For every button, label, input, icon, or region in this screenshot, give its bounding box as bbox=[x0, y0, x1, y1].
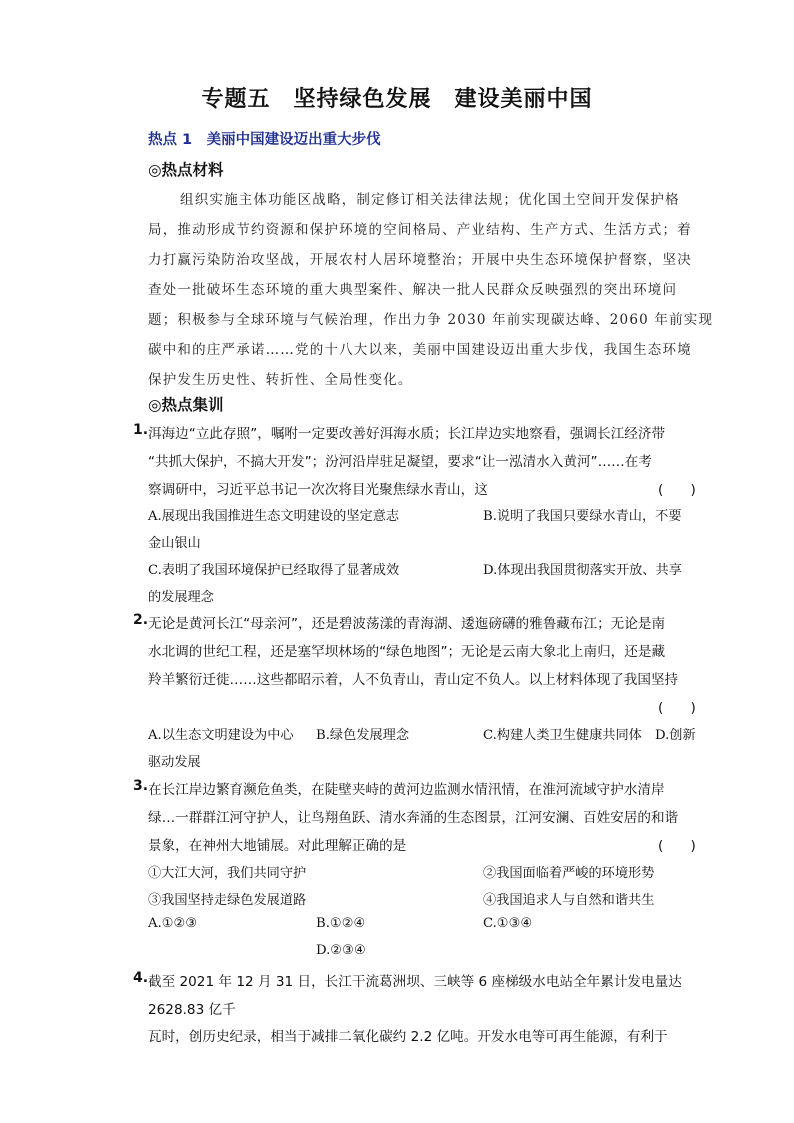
option-b: B.绿色发展理念 bbox=[316, 728, 410, 743]
question-line: 绿…一群群江河守护人，让鸟翔鱼跃、清水奔涌的生态图景，江河安澜、百姓安居的和谐 bbox=[148, 810, 679, 826]
material-line: 查处一批破坏生态环境的重大典型案件、解决一批人民群众反映强烈的突出环境问 bbox=[148, 282, 678, 298]
question-number: 1. bbox=[133, 422, 149, 438]
option-d: D.创新 bbox=[655, 728, 696, 743]
option-d-continued: 的发展理念 bbox=[148, 590, 214, 605]
material-line: 组织实施主体功能区战略，制定修订相关法律法规；优化国土空间开发保护格 bbox=[180, 192, 680, 208]
statement-3: ③我国坚持走绿色发展道路 bbox=[148, 893, 307, 908]
option-c: C.①③④ bbox=[483, 916, 533, 931]
option-c: C.构建人类卫生健康共同体 bbox=[483, 728, 642, 743]
question-number: 4. bbox=[133, 970, 149, 986]
question-line: “共抓大保护，不搞大开发”；汾河沿岸驻足凝望，要求“让一泓清水入黄河”……在考 bbox=[148, 454, 652, 470]
answer-bracket: ( ) bbox=[658, 482, 696, 498]
hotpoint-heading: 热点 1 美丽中国建设迈出重大步伐 bbox=[148, 132, 381, 148]
training-heading: ◎热点集训 bbox=[148, 396, 224, 414]
option-d: D.②③④ bbox=[316, 943, 366, 958]
option-a: A.以生态文明建设为中心 bbox=[148, 728, 294, 743]
answer-bracket: ( ) bbox=[658, 700, 696, 716]
question-line: 察调研中，习近平总书记一次次将目光聚焦绿水青山，这 bbox=[148, 482, 488, 498]
question-number: 2. bbox=[133, 612, 149, 628]
material-heading: ◎热点材料 bbox=[148, 161, 224, 179]
material-line: 碳中和的庄严承诺……党的十八大以来，美丽中国建设迈出重大步伐，我国生态环境 bbox=[148, 342, 692, 358]
material-line: 力打赢污染防治攻坚战，开展农村人居环境整治；开展中央生态环境保护督察，坚决 bbox=[148, 252, 692, 268]
option-d: D.体现出我国贯彻落实开放、共享 bbox=[483, 563, 682, 578]
statement-4: ④我国追求人与自然和谐共生 bbox=[483, 893, 655, 908]
question-line: 洱海边“立此存照”，嘱咐一定要改善好洱海水质；长江岸边实地察看，强调长江经济带 bbox=[148, 426, 666, 442]
option-c: C.表明了我国环境保护已经取得了显著成效 bbox=[148, 563, 400, 578]
option-b: B.①②④ bbox=[316, 916, 366, 931]
page-title: 专题五 坚持绿色发展 建设美丽中国 bbox=[201, 87, 593, 112]
question-line: 羚羊繁衍迁徙……这些都昭示着，人不负青山，青山定不负人。以上材料体现了我国坚持 bbox=[148, 672, 679, 688]
material-line: 局，推动形成节约资源和保护环境的空间格局、产业结构、生产方式、生活方式；着 bbox=[148, 222, 692, 238]
option-d-continued: 驱动发展 bbox=[148, 755, 201, 770]
question-line: 景象，在神州大地铺展。对此理解正确的是 bbox=[148, 838, 407, 854]
question-line: 无论是黄河长江“母亲河”，还是碧波荡漾的青海湖、逶迤磅礴的雅鲁藏布江；无论是南 bbox=[148, 616, 666, 632]
material-line: 题；积极参与全球环境与气候治理，作出力争 2030 年前实现碳达峰、2060 年前实现 bbox=[148, 312, 714, 328]
statement-1: ①大江大河，我们共同守护 bbox=[148, 866, 307, 881]
question-line: 水北调的世纪工程，还是塞罕坝林场的“绿色地图”；无论是云南大象北上南归，还是藏 bbox=[148, 644, 666, 660]
material-line: 保护发生历史性、转折性、全局性变化。 bbox=[148, 372, 413, 388]
question-number: 3. bbox=[133, 778, 149, 794]
answer-bracket: ( ) bbox=[658, 838, 696, 854]
option-b-continued: 金山银山 bbox=[148, 536, 201, 551]
question-line: 瓦时，创历史纪录，相当于减排二氧化碳约 2.2 亿吨。开发水电等可再生能源，有利于 bbox=[148, 1029, 668, 1045]
option-a: A.展现出我国推进生态文明建设的坚定意志 bbox=[148, 509, 400, 524]
question-line: 2628.83 亿千 bbox=[148, 1002, 236, 1018]
question-line: 截至 2021 年 12 月 31 日，长江干流葛洲坝、三峡等 6 座梯级水电站全年累计发电量达 bbox=[148, 974, 682, 990]
option-a: A.①②③ bbox=[148, 916, 198, 931]
statement-2: ②我国面临着严峻的环境形势 bbox=[483, 866, 655, 881]
option-b: B.说明了我国只要绿水青山，不要 bbox=[483, 509, 682, 524]
question-line: 在长江岸边繁育濒危鱼类，在陡壁夹峙的黄河边监测水情汛情，在淮河流域守护水清岸 bbox=[148, 782, 665, 798]
